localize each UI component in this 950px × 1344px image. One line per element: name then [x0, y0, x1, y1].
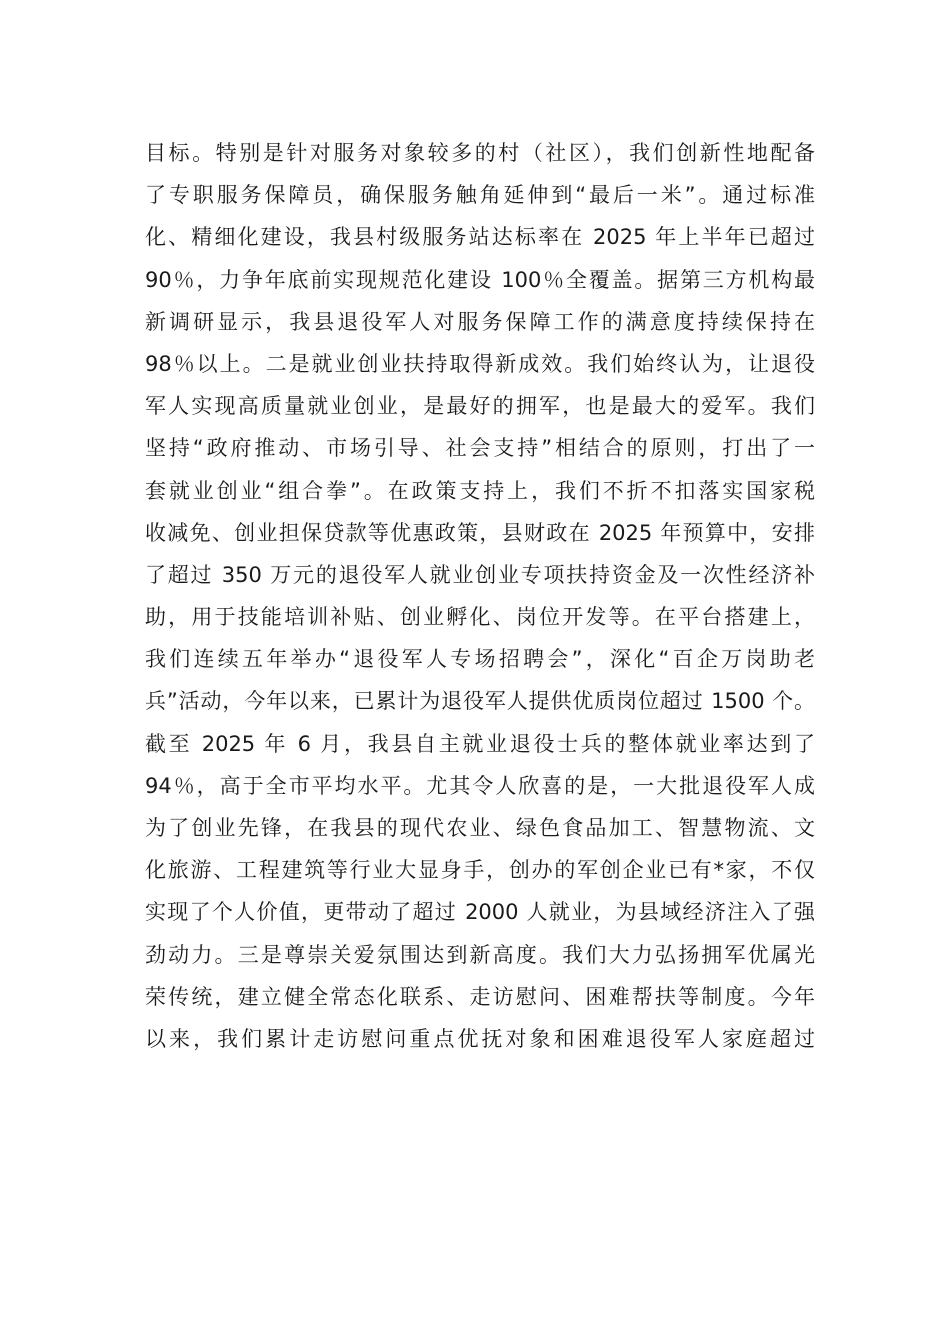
body-paragraph — [145, 132, 815, 1060]
text-line-15: 截至 2025 年 6 月，我县自主就业退役士兵的整体就业率达到了 — [145, 731, 815, 756]
text-line-13: 我们连续五年举办“退役军人专场招聘会”，深化“百企万岗助老 — [145, 647, 815, 672]
text-line-9: 套就业创业“组合拳”。在政策支持上，我们不折不扣落实国家税 — [145, 478, 815, 503]
text-line-12: 助，用于技能培训补贴、创业孵化、岗位开发等。在平台搭建上， — [145, 605, 815, 630]
text-line-20: 劲动力。三是尊崇关爱氛围达到新高度。我们大力弘扬拥军优属光 — [145, 942, 815, 967]
text-line-11: 了超过 350 万元的退役军人就业创业专项扶持资金及一次性经济补 — [145, 562, 815, 587]
text-line-4: 90％，力争年底前实现规范化建设 100％全覆盖。据第三方机构最 — [145, 267, 815, 292]
text-line-7: 军人实现高质量就业创业，是最好的拥军，也是最大的爱军。我们 — [145, 394, 815, 419]
text-line-16: 94％，高于全市平均水平。尤其令人欣喜的是，一大批退役军人成 — [145, 773, 815, 798]
text-line-14: 兵”活动，今年以来，已累计为退役军人提供优质岗位超过 1500 个。 — [145, 689, 815, 714]
text-line-1: 目标。特别是针对服务对象较多的村（社区），我们创新性地配备 — [145, 141, 815, 165]
text-line-17: 为了创业先锋，在我县的现代农业、绿色食品加工、智慧物流、文 — [145, 816, 815, 840]
text-line-18: 化旅游、工程建筑等行业大显身手，创办的军创企业已有*家，不仅 — [145, 858, 815, 883]
text-line-2: 了专职服务保障员，确保服务触角延伸到“最后一米”。通过标准 — [145, 183, 815, 208]
text-line-6: 98％以上。二是就业创业扶持取得新成效。我们始终认为，让退役 — [145, 351, 815, 376]
text-line-10: 收减免、创业担保贷款等优惠政策，县财政在 2025 年预算中，安排 — [145, 520, 815, 545]
text-line-21: 荣传统，建立健全常态化联系、走访慰问、困难帮扶等制度。今年 — [145, 984, 815, 1009]
text-line-22: 以来，我们累计走访慰问重点优抚对象和困难退役军人家庭超过 — [145, 1026, 815, 1051]
text-line-5: 新调研显示，我县退役军人对服务保障工作的满意度持续保持在 — [145, 309, 815, 334]
text-line-8: 坚持“政府推动、市场引导、社会支持”相结合的原则，打出了一 — [145, 436, 815, 461]
text-line-3: 化、精细化建设，我县村级服务站达标率在 2025 年上半年已超过 — [145, 225, 815, 250]
text-line-19: 实现了个人价值，更带动了超过 2000 人就业，为县域经济注入了强 — [145, 900, 815, 925]
